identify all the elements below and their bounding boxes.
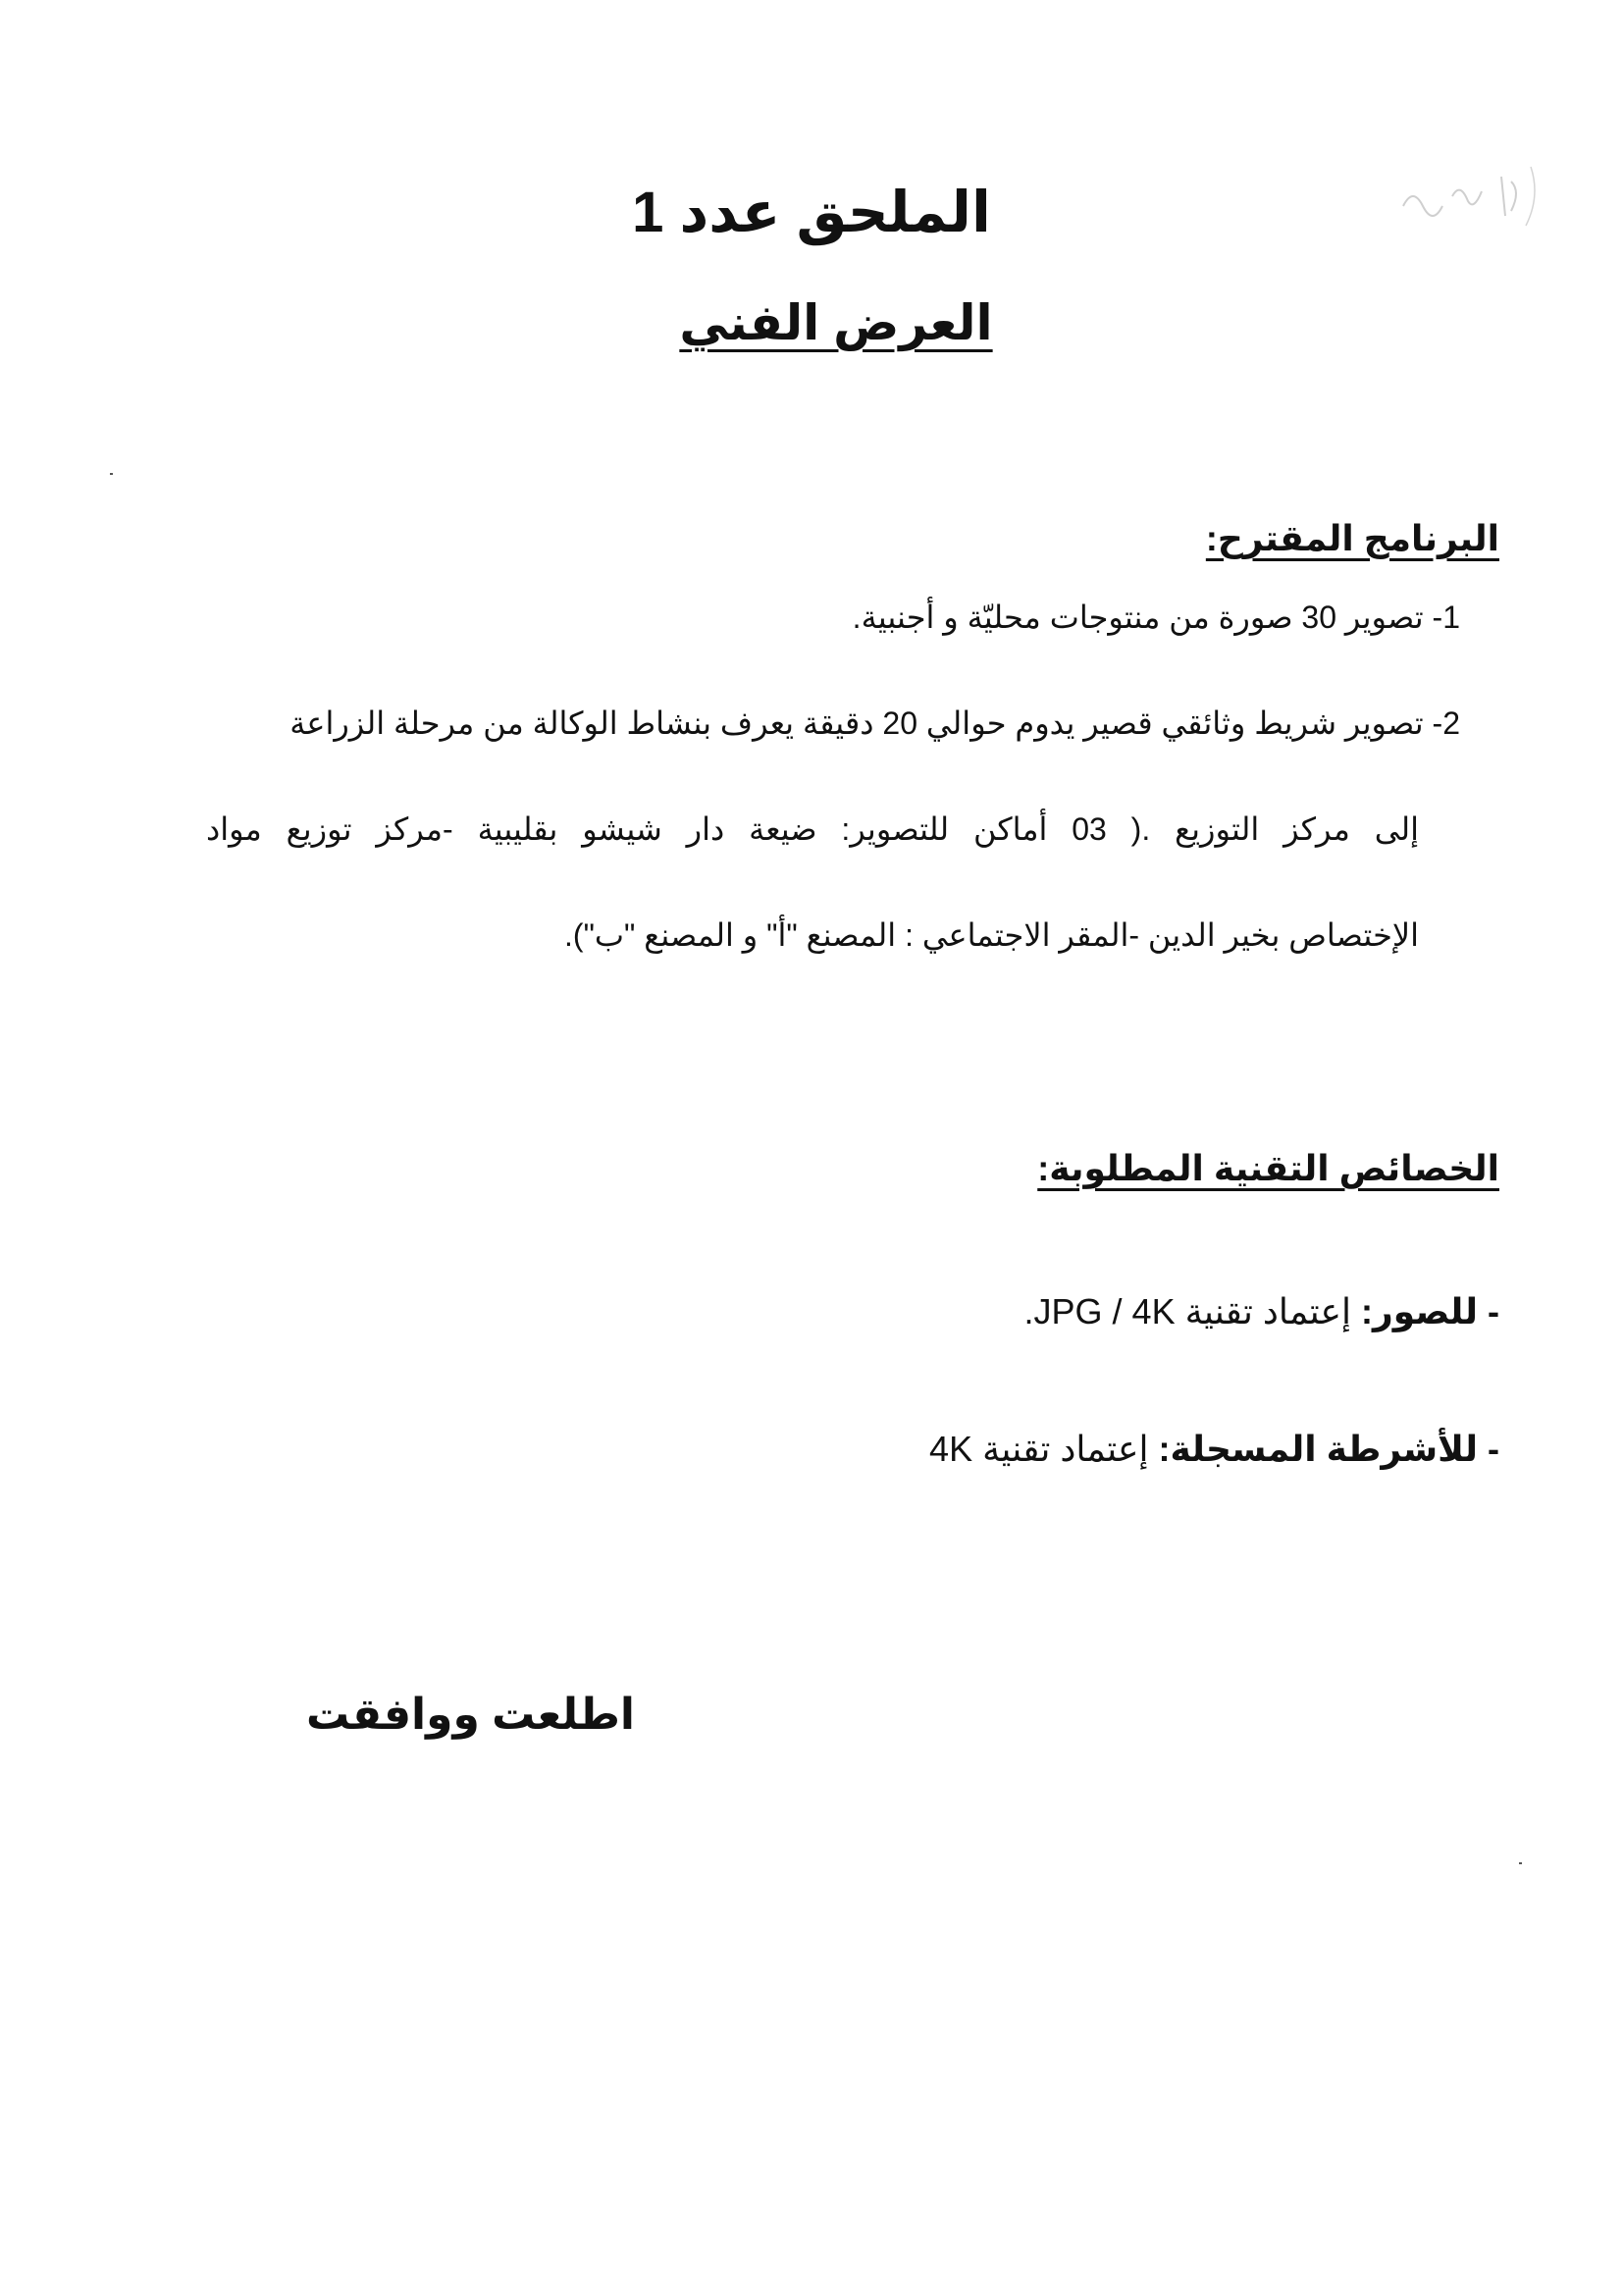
approval-text: اطلعت ووافقت [306,1691,635,1739]
program-item-1: 1- تصوير 30 صورة من منتوجات محليّة و أجنبية. [852,600,1460,635]
scan-speck [1519,1862,1522,1864]
spec-videos-label: - للأشرطة المسجلة: [1158,1429,1499,1469]
scan-speck [110,473,113,475]
specs-heading: الخصائص التقنية المطلوبة: [1037,1148,1499,1188]
spec-photos-value: إعتماد تقنية JPG / 4K. [1023,1291,1352,1331]
spec-photos-label: - للصور: [1361,1291,1499,1331]
program-heading: البرنامج المقترح: [1205,518,1499,558]
program-item-2-line-2: إلى مركز التوزيع .( 03 أماكن للتصوير: ضيعة دار شيشو بقليبية -مركز توزيع مواد [206,811,1419,847]
program-item-2-line-1: 2- تصوير شريط وثائقي قصير يدوم حوالي 20 دقيقة يعرف بنشاط الوكالة من مرحلة الزراعة [289,705,1460,741]
page-title: الملحق عدد 1 [632,181,991,244]
spec-videos-value: إعتماد تقنية 4K [929,1429,1149,1469]
spec-videos [929,1429,1499,1470]
spec-photos [1024,1291,1499,1332]
page-subtitle: العرض الفني [679,295,993,350]
program-item-2-line-3: الإختصاص بخير الدين -المقر الاجتماعي : المصنع "أ" و المصنع "ب"). [564,917,1419,953]
